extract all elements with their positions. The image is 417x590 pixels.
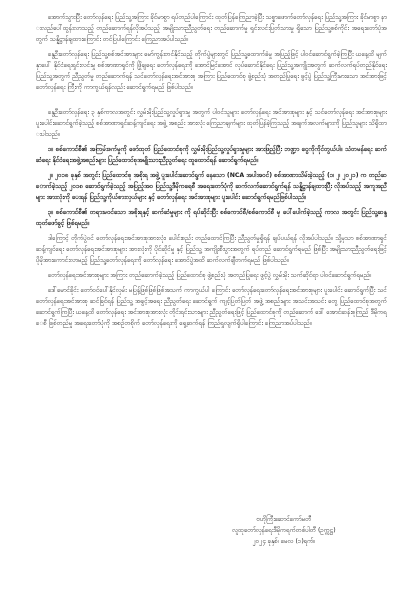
paragraph-5: တော်လှန်ရေးအင်အားစုများ အကြား တည်ဆောက်ခဲ့သည့် ပြည်ထောင်စု ဖွဲ့စည်းပုံ အတည်ပြုရေး ဖွင့်ပွဲ လွှမ်းမိုး သက်ဆိုင်ရာ ပါဝင်ဆောင်ရွက်ရမည်။ (48, 272, 372, 279)
signature-date: ၂၀၂၄ ခုနှစ်၊ မေလ (၁)ရက်။ (252, 538, 316, 545)
paragraph-4: ဒါကြောင့် တိုက်ပွဲဝင် တော်လှန်ရေးအင်အားစုအားလုံး၊ ပေါင်းစည်း တည်ထောင်ကြပြီး ညီညွတ်မှုရှိရန် ချပ်ပယ်ရန် လိုအပ်ပါသည်။ သို့မှသာ စစ်အာဏာရှင်ဆန့်ကျင်ရေး တော်လှန်ရေးအင်အားစုများ အားလုံးကို ပိုင်ဆိုင်မှု နှင့် ပြည်သူ့ အကျိုးစီးပွားအတွက် ရပ်တည် ဆောင်ရွက်ရမည် ဖြစ်ပြီး အမျိုးသားညီညွတ်ရေးဖြင့် ပိုမိုအားကောင်းလာမည့် ပြည်သူ့တော်လှန်ရေးကို တော်လှန်ရေး အောင်ပွဲအထိ ဆက်လက်ချီတက်ရမည် ဖြစ်ပါသည်။ (36, 235, 387, 264)
point-3: ၃။ စစ်ကောင်စီ၏ တရားမဝင်သော အစိုးရနှင့် ဆက်ဆံမှုများ ကို ရပ်ဆိုင်းပြီး စစ်ကောင်စီ/စစ်ကောင်စီ မှ ပေါ်ပေါက်ခဲ့သည့် ကာလ အတွင်း ပြည်သူ့ဆန္ဒ ထုတ်ဖော်ခွင့် ဖြစ်ရမည်။ (36, 209, 387, 227)
paragraph-1: အောက်သွားပြီး တော်လှန်ရေး ပြည်သူ့အကြား ခိုင်မာစွာ ရပ်တည်ပါကြောင်း ထုတ်ပြန်ကြေညာခဲ့ပြီး သစ္စာဖောက်တော်လှန်ရေး ပြည်သူ့အကြား ခိုင်မာစွာ နားလည်ပေါ်ထွန်းလာသည့် တည်ဆောက်ရန်လိုအပ်သည့် အမျိုးသားညီညွတ်ရေး တည်ဆောက်မှု ရှင်းလင်းပြတ်သားမှု ရှိသော ပြည်သူ့စစ်ကိုင်း အရေးတော်ပုံအတွက် သန္နိဋ္ဌာန်ချထားကြောင်း တင်ပြပါကြောင်း ကြေညာအပ်ပါသည်။ (36, 14, 387, 43)
paragraph-2: နွေဦးတော်လှန်ရေး ပြည်သူ့စစ်အင်အားများ မော်ကွန်းတင်နိုင်သည့် တိုက်ပွဲများတွင် ပြည်သူ့ထောက်ခံမှု အပြည့်ဖြင့် ပါဝင်ဆောင်ရွက်ခဲ့ကြပြီး ယနေ့ထိ မျက်နှာပေါ် နိုင်ငံရေးရှင်းလင်းမှု စစ်အာဏာရှင်ကို ဖြိုချရေး တော်လှန်ရေးကို အောင်မြင်အောင် လုပ်ဆောင်နိုင်ရေး ပြည်သူ့အကျိုးအတွက် ဆက်လက်ရပ်တည်နိုင်ရေး ပြည်သူ့အတွက် ညီညွတ်မှု တည်ဆောက်ရန် သင်တော်လှန်ရေးအင်အားစု အကြား ပြည်ထောင်စု ဖွဲ့စည်းပုံ အတည်ပြုရေး ဖွင့်ပွဲ ပြည်သူ့ကြီးမားသော အင်အားဖြင့် တော်လှန်ရေး ကြီးကို ကာကွယ်ရန်လည်း ဆောင်ရွက်ရမည် ဖြစ်ပါသည်။ (36, 51, 387, 91)
signature-party: လူထုတော်လှန်ရေးဒီမိုကရက်တစ်ပါတီ (ဥက္ကဋ္ဌ) (232, 527, 336, 534)
point-2: ၂။ ၂၀၁၈ ခုနှစ် အတွင်း ပြည်ထောင်စု အစိုးရ အဖွဲ့ ပူးပေါင်းဆောင်ရွက် နေသော (NCA အပါအဝင်) စစ်အာဏာသိမ်းခဲ့သည့် (၁၊ ၂၊ ၂၀၂၁) က တည်ဆောက်ခဲ့သည့် ၂၀၁၈ ဆောင်ရွက်ခဲ့သည့် အပြည့်အဝ ပြည်သူ့ဒီမိုကရေစီ အရေးတော်ပုံကို ဆက်လက်ဆောင်ရွက်ရန် သန္နိဋ္ဌာန်ချထားပြီး လိုအပ်သည့် အကူအညီများ အားလုံးကို ပေးရန် ပြည်သူ့ကိုယ်စားလှယ်များ နှင့် တော်လှန်ရေး အင်အားစုများ ပူးပေါင်း ဆောင်ရွက်ရမည်ဖြစ်ပါသည်။ (36, 172, 387, 201)
point-1: ၁။ စစ်ကောင်စီ၏ အကြမ်းဖက်မှုကို ဖော်ထုတ် ပြည်ထောင်စုကို လွှမ်းမိုးပြည်သူ့လှုပ်ရှားမှုများ အားဖြည့်ပြီး ဘဏ္ဍာ ငွေကိုကိုင်တွယ်ပါ။ သံတမန်ရေး ဆက်ဆံရေး နိုင်ငံရေးအဖွဲ့အစည်းများ ပြည်ထောင်စုအမျိုးသားညီညွတ်ရေး ထူထောင်ရန် ဆောင်ရွက်ရမည်။ (36, 146, 387, 164)
signature-block (209, 514, 359, 547)
paragraph-6: ဒေါ်မောင်ခိုင်း တော်ဝင်ပေါ်နိုင်လှမ်း မပြန့်ဖြစ်ဖြစ်ဖြစ်အသက် ကာကွယ်ပါ ကြောင်း တော်လှန်ရေးတော်လှန်ရေးအင်အားစုများ ပူးပေါင်း ဆောင်ရွက်ပြီး သင်တော်လှန်ရေးအင်အားစု ဆင်ခြင်ရန် ပြည်သူ့ အခွင့်အရေး ညီညွတ်ရေး ဆောင်ရွက် ကျင့်ပြတ်ပြတ် အဖွဲ့ အစည်းများ အသင်းအသင်း တွေ ပြည်ထောင်စုအတွက် ဆောင်ရွက်ကြပြီး ယနေ့ထိ တော်လှန်ရေး အင်အားစုအားလုံး တိုင်းရင်းသားများ ညီညွတ်ရေးဖြင့် ပြည်ထောင်စုကို တည်ဆောက် ဒေါ် အောင်ဆန်းစုကြည် ဒီမိုကရေစီ ဖြစ်တည်မှု အရေးတော်ပုံကို အစဉ်တစိုက် တော်လှန်ရေးကို ရှေ့ဆက်ရန် ကြည်ရှုလျက်ရှိပါကြောင်း ကြေညာအပ်ပါသည်။ (36, 287, 387, 327)
paragraph-3: နွေဦးတော်လှန်ရေး ၃ နှစ်ကာလအတွင်း လွှမ်းမိုးပြည်သူ့လှုပ်ရှားမှု အတွက် ပါဝင်သူများ တော်လှန်ရေး အင်အားစုများ နှင့် သင်တော်လှန်ရေး အင်အားစုများ ပူးပေါင်းဆောင်ရွက်ခဲ့သည့် စစ်အာဏာရှင်ဆန့်ကျင်ရေး အဖွဲ့ အစည်း အားလုံး ကြေညာချက်များ ထုတ်ပြန်ခဲ့ကြသည့် အချက်အလက်များကို ပြည်သူများ သိရှိထားပါသည်။ (36, 109, 387, 138)
signature-committee: ဗဟိုကြီးဆောင်ကော်မတီ (256, 516, 312, 523)
